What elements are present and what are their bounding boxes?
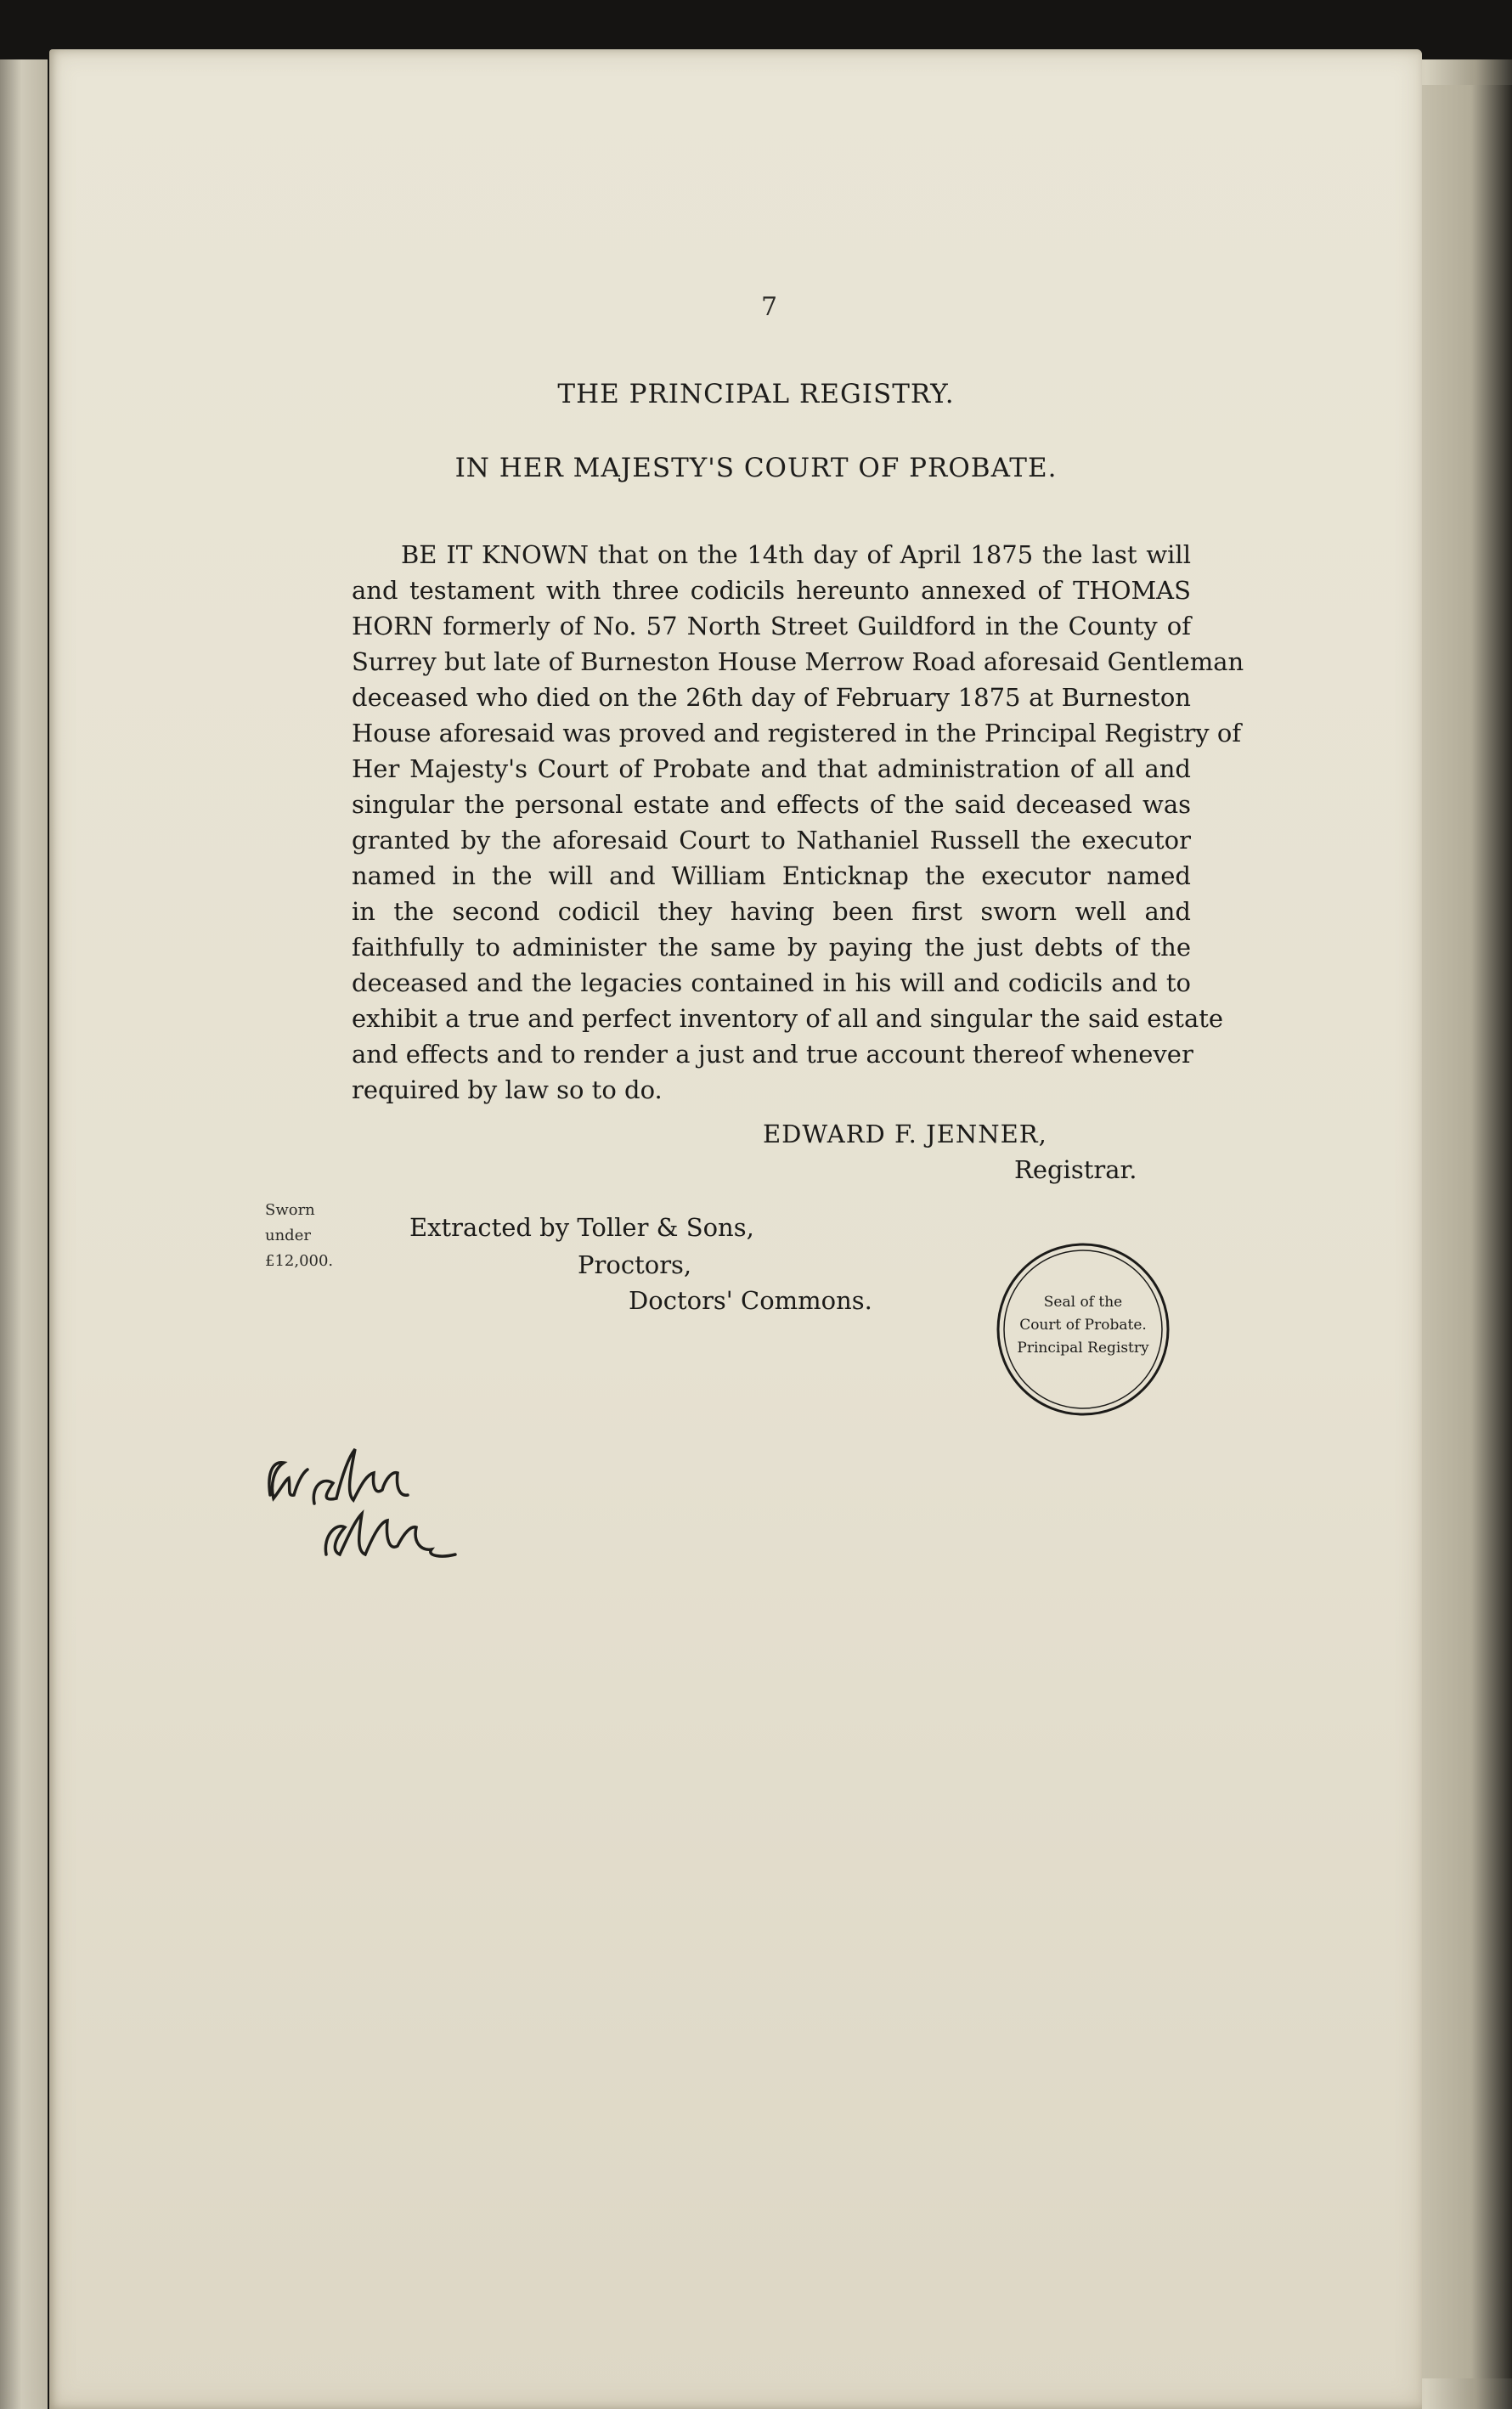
handwritten-signature-icon	[255, 1427, 493, 1597]
text-line: singular the personal estate and effects of the said deceased was	[352, 790, 1191, 819]
seal-line: Court of Probate.	[1019, 1317, 1147, 1334]
registrar-title: Registrar.	[1014, 1155, 1137, 1184]
text-line: deceased who died on the 26th day of February 1875 at Burneston	[352, 683, 1191, 712]
facing-page-edge	[0, 59, 48, 2409]
text-line: BE IT KNOWN that on the 14th day of April 1875 the last will	[401, 540, 1191, 569]
seal-line: Principal Registry	[1017, 1340, 1149, 1357]
text-line: and testament with three codicils hereunto annexed of THOMAS	[352, 576, 1191, 605]
text-line: and effects and to render a just and true account thereof whenever	[352, 1040, 1193, 1069]
text-line: named in the will and William Enticknap the executor named	[352, 861, 1191, 890]
text-line: required by law so to do.	[352, 1075, 663, 1104]
text-line: Her Majesty's Court of Probate and that administration of all and	[352, 754, 1191, 783]
sworn-note-line: under	[265, 1227, 311, 1244]
sworn-note-line: Sworn	[265, 1201, 315, 1219]
seal-inscription	[994, 1291, 1172, 1360]
sworn-note-line: £12,000.	[265, 1252, 334, 1270]
text-line: House aforesaid was proved and registered in the Principal Registry of	[352, 719, 1242, 748]
extracted-by: Extracted by Toller & Sons,	[409, 1213, 754, 1242]
page-number: 7	[761, 292, 778, 322]
stacked-pages-edge-outer	[1410, 85, 1512, 2378]
text-line: Surrey but late of Burneston House Merrow Road aforesaid Gentleman	[352, 647, 1244, 676]
text-line: in the second codicil they having been first sworn well and	[352, 897, 1191, 926]
text-line: exhibit a true and perfect inventory of all and singular the said estate	[352, 1004, 1224, 1033]
probate-grant-text	[352, 537, 1244, 1108]
registrar-name: EDWARD F. JENNER,	[763, 1120, 1047, 1148]
seal-line: Seal of the	[1043, 1294, 1123, 1311]
heading-court: IN HER MAJESTY'S COURT OF PROBATE.	[454, 453, 1058, 483]
doctors-commons: Doctors' Commons.	[629, 1286, 872, 1315]
proctors-label: Proctors,	[578, 1250, 692, 1279]
text-line: deceased and the legacies contained in his will and codicils and to	[352, 968, 1191, 997]
text-line: faithfully to administer the same by paying the just debts of the	[352, 933, 1191, 962]
text-line: HORN formerly of No. 57 North Street Guildford in the County of	[352, 612, 1191, 640]
text-line: granted by the aforesaid Court to Nathaniel Russell the executor	[352, 826, 1191, 855]
heading-registry: THE PRINCIPAL REGISTRY.	[557, 379, 955, 409]
sworn-value-note	[265, 1198, 333, 1274]
